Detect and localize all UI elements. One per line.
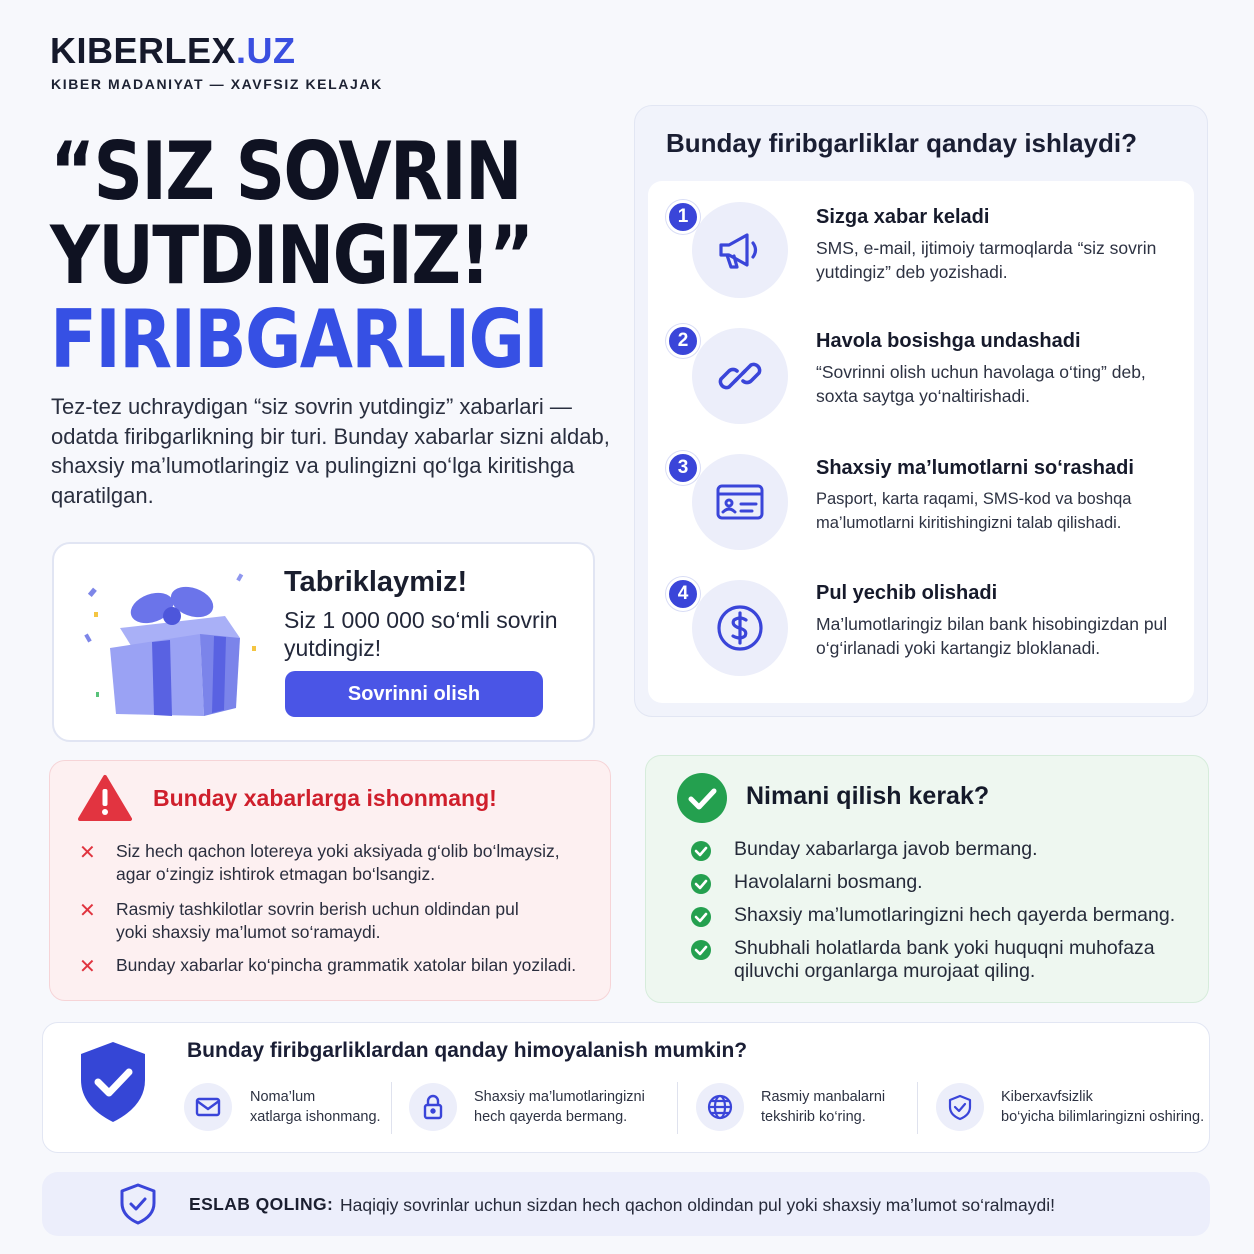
brand-tagline: KIBER MADANIYAT — XAVFSIZ KELAJAK	[51, 76, 383, 92]
tip-2-icon-circle	[409, 1083, 457, 1131]
step-1-icon-circle	[692, 202, 788, 298]
step-1-desc: SMS, e-mail, ijtimoiy tarmoqlarda “siz sovrin yutdingiz” deb yozishadi.	[816, 238, 1157, 282]
check-icon	[690, 939, 712, 961]
check-icon	[690, 873, 712, 895]
step-2-number: 2	[666, 324, 700, 358]
step-3-desc: Pasport, karta raqami, SMS-kod va boshqa ma’lumotlarni kiritishingizni talab qilishadi.	[816, 490, 1132, 532]
tip-1-line1: Noma’lum	[250, 1089, 316, 1105]
action-item: Havolalarni bosmang.	[734, 871, 923, 893]
protection-title: Bunday firibgarliklardan qanday himoyalanish mumkin?	[187, 1039, 748, 1062]
shield-check-icon	[946, 1093, 974, 1121]
tip-3-text	[761, 1087, 885, 1127]
step-1-number: 1	[666, 200, 700, 234]
tip-4-text	[1001, 1087, 1204, 1127]
tip-2-line1: Shaxsiy ma’lumotlaringizni	[474, 1089, 645, 1105]
brand-name-main: KIBERLEX	[50, 30, 237, 71]
lock-icon	[419, 1093, 447, 1121]
megaphone-icon	[713, 223, 767, 277]
intro-text: Tez-tez uchraydigan “siz sovrin yutdingiz” xabarlari — odatda firibgarlikning bir turi. Bunday xabarlar sizni aldab, shaxsiy ma’lumotlaringiz va pulingizni qo‘lga kiritishga qaratilgan.	[51, 394, 610, 508]
step-2-desc: “Sovrinni olish uchun havolaga o‘ting” deb, soxta saytga yo‘naltirishadi.	[816, 362, 1146, 406]
divider	[391, 1082, 392, 1134]
step-4-desc: Ma’lumotlaringiz bilan bank hisobingizdan pul o‘g‘irlanadi yoki kartangiz bloklanadi.	[816, 614, 1168, 658]
step-2-title: Havola bosishga undashadi	[816, 330, 1081, 352]
mail-icon	[194, 1093, 222, 1121]
x-icon: ✕	[79, 900, 96, 922]
step-4-number: 4	[666, 577, 700, 611]
warning-item: Bunday xabarlar ko‘pincha grammatik xatolar bilan yoziladi.	[116, 955, 577, 975]
hero-title	[50, 125, 652, 386]
step-1-title: Sizga xabar keladi	[816, 206, 990, 228]
tip-1-icon-circle	[184, 1083, 232, 1131]
tip-1-text	[250, 1087, 381, 1127]
x-icon: ✕	[79, 842, 96, 864]
step-3-title: Shaxsiy ma’lumotlarni so‘rashadi	[816, 457, 1134, 479]
remember-text: Haqiqiy sovrinlar uchun sizdan hech qachon oldindan pul yoki shaxsiy ma’lumot so‘ralmaydi!	[340, 1195, 1055, 1215]
actions-title: Nimani qilish kerak?	[746, 782, 990, 810]
tip-4-icon-circle	[936, 1083, 984, 1131]
shield-check-icon	[78, 1040, 148, 1124]
divider	[917, 1082, 918, 1134]
action-item: Bunday xabarlarga javob bermang.	[734, 838, 1038, 860]
id-card-icon	[712, 474, 768, 530]
check-icon	[690, 840, 712, 862]
hero-title-line3: FIRIBGARLIGI	[50, 293, 548, 386]
divider	[677, 1082, 678, 1134]
action-item: Shaxsiy ma’lumotlaringizni hech qayerda bermang.	[734, 904, 1176, 926]
tip-4-line1: Kiberxavfsizlik	[1001, 1089, 1093, 1105]
warning-title: Bunday xabarlarga ishonmang!	[153, 785, 497, 811]
step-4-title: Pul yechib olishadi	[816, 582, 998, 604]
check-icon	[690, 906, 712, 928]
prize-title: Tabriklaymiz!	[284, 566, 468, 598]
tip-2-line2: hech qayerda bermang.	[474, 1109, 628, 1125]
prize-text: Siz 1 000 000 so‘mli sovrin yutdingiz!	[284, 607, 558, 661]
step-3-number: 3	[666, 451, 700, 485]
shield-check-icon	[118, 1182, 158, 1226]
tip-3-icon-circle	[696, 1083, 744, 1131]
step-3-icon-circle	[692, 454, 788, 550]
brand-name-suffix: .UZ	[236, 30, 296, 71]
tip-3-line2: tekshirib ko‘ring.	[761, 1109, 866, 1125]
warning-item: Siz hech qachon lotereya yoki aksiyada g‘olib bo‘lmaysiz, agar o‘zingiz ishtirok etmagan bo‘lsangiz.	[116, 841, 560, 884]
tip-1-line2: xatlarga ishonmang.	[250, 1109, 381, 1125]
claim-prize-button[interactable]: Sovrinni olish	[285, 671, 543, 717]
dollar-icon	[713, 601, 767, 655]
link-icon	[713, 349, 767, 403]
how-it-works-title: Bunday firibgarliklar qanday ishlaydi?	[666, 128, 1138, 158]
tip-4-line2: bo‘yicha bilimlaringizni oshiring.	[1001, 1109, 1205, 1125]
action-item: Shubhali holatlarda bank yoki huquqni muhofaza qiluvchi organlarga murojaat qiling.	[734, 937, 1155, 982]
warning-item: Rasmiy tashkilotlar sovrin berish uchun oldindan pul yoki shaxsiy ma’lumot so‘ramaydi.	[116, 899, 519, 942]
step-4-icon-circle	[692, 580, 788, 676]
tip-3-line1: Rasmiy manbalarni	[761, 1089, 886, 1105]
hero-title-line1: “SIZ SOVRIN	[50, 125, 521, 218]
tip-2-text	[474, 1087, 645, 1127]
remember-label: ESLAB QOLING:	[189, 1194, 334, 1214]
brand-logo	[50, 30, 296, 72]
warning-icon	[78, 774, 132, 822]
globe-icon	[706, 1093, 734, 1121]
gift-box-icon	[80, 568, 270, 728]
x-icon: ✕	[79, 956, 96, 978]
hero-title-line2: YUTDINGIZ!”	[50, 209, 533, 302]
check-circle-icon	[676, 772, 728, 824]
step-2-icon-circle	[692, 328, 788, 424]
